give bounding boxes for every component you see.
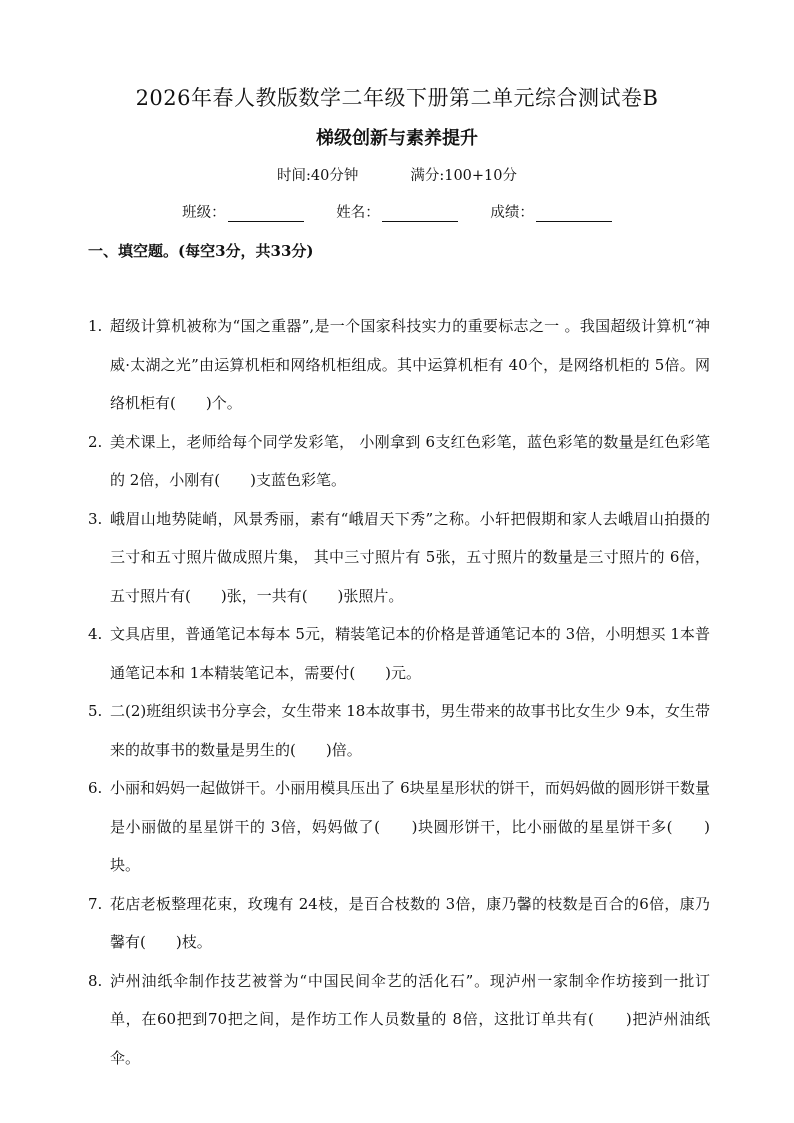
student-info [0, 201, 794, 222]
question-text: 峨眉山地势陡峭，风景秀丽，素有“峨眉天下秀”之称。小轩把假期和家人去峨眉山拍摄的三寸和五寸照片做成照片集， 其中三寸照片有 5张，五寸照片的数量是三寸照片的 6倍，五寸照片有( )张，一共有( )张照片。 [110, 509, 710, 605]
question-4 [88, 615, 710, 692]
section-title: 一、填空题。(每空3分，共33分) [88, 242, 314, 260]
question-text: 泸州油纸伞制作技艺被誉为“中国民间伞艺的活化石”。现泸州一家制伞作坊接到一批订单，在60把到70把之间，是作坊工作人员数量的 8倍，这批订单共有( )把泸州油纸伞。 [110, 971, 710, 1067]
question-6 [88, 769, 710, 885]
page-subtitle: 梯级创新与素养提升 [316, 128, 478, 149]
question-text: 小丽和妈妈一起做饼干。小丽用模具压出了 6块星星形状的饼干，而妈妈做的圆形饼干数量是小丽做的星星饼干的 3倍，妈妈做了( )块圆形饼干，比小丽做的星星饼干多( )块。 [110, 779, 710, 874]
question-5 [88, 692, 710, 769]
score-field [490, 201, 612, 222]
question-number: 8. [88, 971, 103, 990]
question-2 [88, 423, 710, 500]
question-3 [88, 500, 710, 616]
page-title: 2026年春人教版数学二年级下册第二单元综合测试卷B [135, 86, 659, 110]
score-label: 成绩： [490, 205, 534, 221]
question-text: 二(2)班组织读书分享会，女生带来 18本故事书，男生带来的故事书比女生少 9本，女生带来的故事书的数量是男生的( )倍。 [110, 702, 710, 759]
question-number: 4. [88, 625, 103, 643]
question-number: 6. [88, 779, 103, 797]
question-1 [88, 307, 710, 423]
question-text: 超级计算机被称为“国之重器”,是一个国家科技实力的重要标志之一 。我国超级计算机“神威·太湖之光”由运算机柜和网络机柜组成。其中运算机柜有 40个，是网络机柜的 5倍。网络机柜有( )个。 [110, 317, 710, 412]
question-number: 1. [88, 317, 103, 335]
question-number: 3. [88, 509, 103, 528]
question-text: 文具店里，普通笔记本每本 5元，精装笔记本的价格是普通笔记本的 3倍，小明想买 1本普通笔记本和 1本精装笔记本，需要付( )元。 [110, 625, 710, 682]
question-number: 2. [88, 432, 103, 451]
question-number: 7. [88, 894, 103, 913]
question-8 [88, 962, 710, 1078]
full-score: 满分:100+10分 [410, 168, 517, 184]
name-blank[interactable] [382, 207, 458, 222]
time-limit: 时间:40分钟 [276, 168, 359, 184]
question-text: 美术课上，老师给每个同学发彩笔， 小刚拿到 6支红色彩笔，蓝色彩笔的数量是红色彩笔的 2倍，小刚有( )支蓝色彩笔。 [110, 432, 710, 489]
question-text: 花店老板整理花束，玫瑰有 24枝，是百合枝数的 3倍，康乃馨的枝数是百合的6倍，康乃馨有( )枝。 [110, 894, 710, 951]
score-blank[interactable] [536, 207, 612, 222]
class-label: 班级： [182, 205, 226, 221]
question-list [88, 307, 710, 1077]
name-label: 姓名： [336, 205, 380, 221]
class-blank[interactable] [228, 207, 304, 222]
question-number: 5. [88, 702, 103, 720]
class-field [182, 201, 304, 222]
name-field [336, 201, 458, 222]
question-7 [88, 885, 710, 962]
exam-meta [0, 164, 794, 185]
